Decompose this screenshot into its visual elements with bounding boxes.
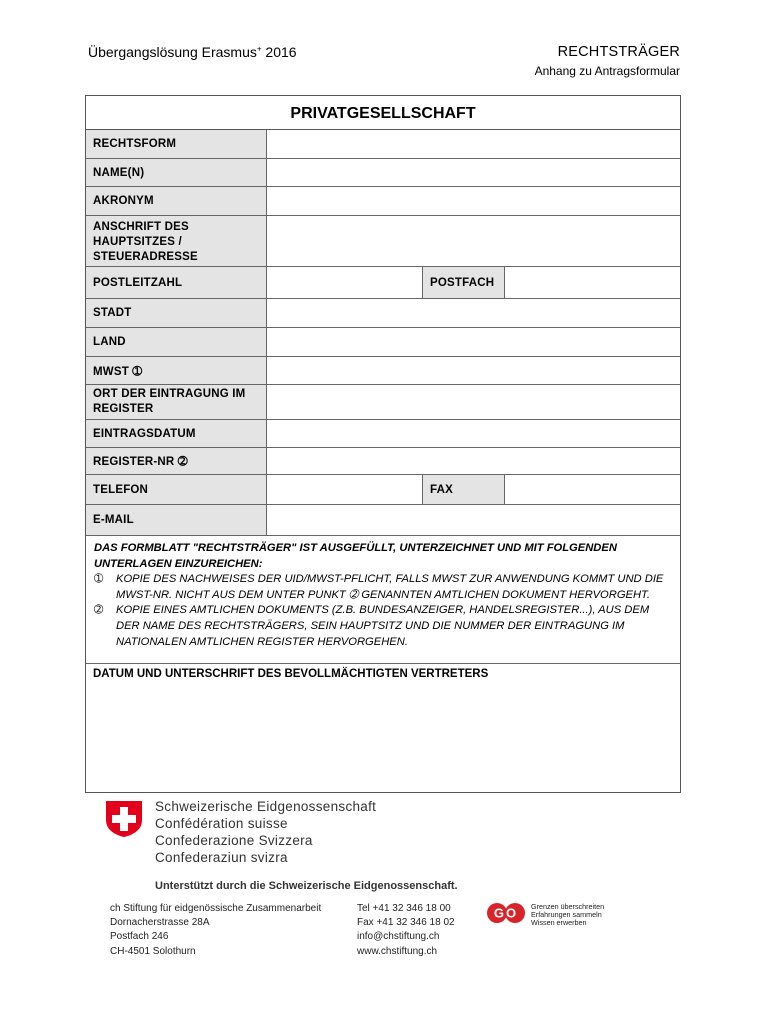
fax-field[interactable] [505, 475, 682, 504]
row-divider [86, 663, 680, 664]
label-postleitzahl: POSTLEITZAHL [86, 267, 267, 298]
label-anschrift: ANSCHRIFT DES HAUPTSITZES / STEUERADRESSE [86, 216, 267, 266]
rechtsform-field[interactable] [267, 130, 682, 158]
label-postfach: POSTFACH [423, 267, 505, 298]
go-logo-text: GO [493, 905, 519, 921]
land-field[interactable] [267, 328, 682, 356]
label-telefon: TELEFON [86, 475, 267, 504]
eintragsdatum-field[interactable] [267, 420, 682, 447]
address-line: CH-4501 Solothurn [110, 945, 196, 957]
ort-eintragung-field[interactable] [267, 385, 682, 419]
contact-block [357, 902, 455, 959]
program-year: 2016 [261, 44, 297, 60]
column-divider [422, 475, 423, 504]
slogan-line: Wissen erwerben [531, 918, 587, 928]
label-mwst: MWST ➀ [86, 357, 267, 384]
note-number: ➀ [94, 573, 104, 586]
label-stadt: STADT [86, 299, 267, 327]
note-text: KOPIE DES NACHWEISES DER UID/MWST-PFLICHT, FALLS MWST ZUR ANWENDUNG KOMMT UND DIE MWST-NR. NICHT AUS DEM UNTER PUNKT ➁ GENANNTEN AMTLICHEN DOKUMENT HERVORGEHT. [116, 573, 664, 601]
note-number: ➁ [94, 604, 104, 617]
swiss-cross-emblem-icon [105, 800, 143, 838]
address-line: ch Stiftung für eidgenössische Zusammenarbeit [110, 903, 322, 914]
contact-phone: Tel +41 32 346 18 00 [357, 903, 451, 914]
anschrift-field[interactable] [267, 216, 682, 266]
contact-email[interactable]: info@chstiftung.ch [357, 931, 440, 943]
label-eintragsdatum: EINTRAGSDATUM [86, 420, 267, 447]
confederation-rm: Confederaziun svizra [155, 850, 288, 865]
label-ort-eintragung: ORT DER EINTRAGUNG IM REGISTER [86, 385, 267, 419]
support-statement: Unterstützt durch die Schweizerische Eidgenossenschaft. [155, 880, 458, 892]
namen-field[interactable] [267, 159, 682, 186]
notes-intro: DAS FORMBLATT "RECHTSTRÄGER" IST AUSGEFÜLLT, UNTERZEICHNET UND MIT FOLGENDEN UNTERLAGEN EINZUREICHEN: [94, 542, 617, 570]
signature-area[interactable] [86, 686, 682, 792]
label-land: LAND [86, 328, 267, 356]
label-email: E-MAIL [86, 505, 267, 535]
entity-form [85, 95, 681, 793]
document-title: RECHTSTRÄGER [557, 44, 680, 60]
email-field[interactable] [267, 505, 682, 535]
postfach-field[interactable] [505, 267, 682, 298]
cross-horizontal [112, 815, 136, 823]
contact-fax: Fax +41 32 346 18 02 [357, 917, 455, 929]
address-line: Dornacherstrasse 28A [110, 917, 210, 929]
note-item [94, 603, 672, 650]
document-subtitle: Anhang zu Antragsformular [534, 64, 680, 78]
stadt-field[interactable] [267, 299, 682, 327]
column-divider [504, 475, 505, 504]
mwst-field[interactable] [267, 357, 682, 384]
column-divider [266, 130, 267, 535]
address-block [110, 902, 321, 959]
column-divider [422, 267, 423, 298]
confederation-fr: Confédération suisse [155, 816, 288, 831]
confederation-names [155, 798, 376, 866]
note-item [94, 572, 672, 603]
instructions-notes [86, 536, 680, 663]
label-namen: NAME(N) [86, 159, 267, 186]
signature-label: DATUM UND UNTERSCHRIFT DES BEVOLLMÄCHTIGTEN VERTRETERS [93, 668, 489, 680]
header-right [535, 44, 680, 78]
akronym-field[interactable] [267, 187, 682, 215]
label-register-nr: REGISTER-NR ➁ [86, 448, 267, 474]
label-fax: FAX [423, 475, 505, 504]
column-divider [504, 267, 505, 298]
program-superscript: + [256, 44, 262, 54]
header-left-title [88, 44, 297, 60]
program-name: Übergangslösung Erasmus [88, 44, 257, 60]
go-logo-icon [486, 902, 526, 924]
address-line: Postfach 246 [110, 931, 169, 943]
slogan-line: Erfahrungen sammeln [531, 910, 602, 920]
label-rechtsform: RECHTSFORM [86, 130, 267, 158]
postleitzahl-field[interactable] [267, 267, 422, 298]
go-slogan [531, 903, 604, 928]
label-akronym: AKRONYM [86, 187, 267, 215]
note-text: KOPIE EINES AMTLICHEN DOKUMENTS (Z.B. BUNDESANZEIGER, HANDELSREGISTER...), AUS DEM DER NAME DES RECHTSTRÄGERS, SEIN HAUPTSITZ UND DIE NUMMER DER EINTRAGUNG IM NATIONALEN AMTLICHEN REGISTER HERVORGEHEN. [116, 604, 650, 648]
telefon-field[interactable] [267, 475, 422, 504]
contact-website[interactable]: www.chstiftung.ch [357, 945, 438, 957]
slogan-line: Grenzen überschreiten [531, 902, 605, 911]
confederation-de: Schweizerische Eidgenossenschaft [155, 799, 377, 814]
form-title: PRIVATGESELLSCHAFT [86, 96, 680, 130]
confederation-it: Confederazione Svizzera [155, 833, 313, 848]
register-nr-field[interactable] [267, 448, 682, 474]
